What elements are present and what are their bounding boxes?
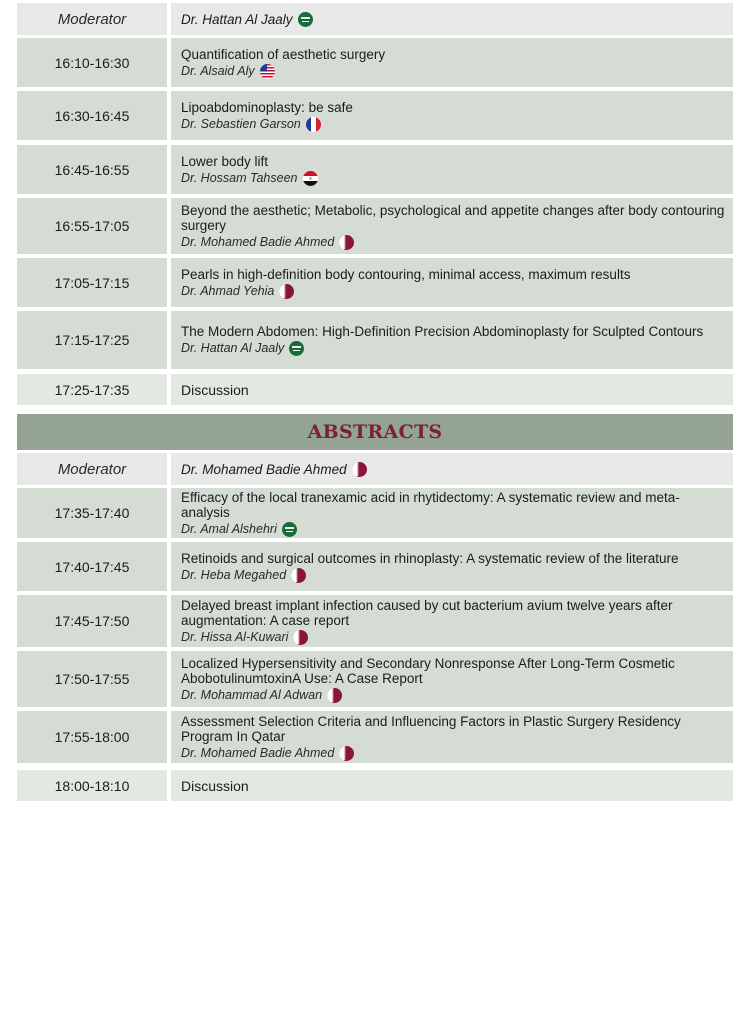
usa-flag-icon xyxy=(260,64,275,79)
abstracts-section-header xyxy=(17,414,733,450)
talk-row xyxy=(17,91,733,140)
qatar-flag-icon xyxy=(327,688,342,703)
talk-row xyxy=(17,311,733,369)
saudi-arabia-flag-icon xyxy=(298,12,313,27)
talk-time: 16:55-17:05 xyxy=(17,198,167,254)
discussion-label: Discussion xyxy=(181,381,249,398)
moderator-label-cell xyxy=(17,3,167,35)
talk-row xyxy=(17,145,733,194)
speaker-name: Dr. Hissa Al-Kuwari xyxy=(181,629,289,644)
talk-row xyxy=(17,258,733,307)
speaker-name: Dr. Heba Megahed xyxy=(181,567,287,582)
talk-row xyxy=(17,651,733,707)
talk-title: The Modern Abdomen: High-Definition Precision Abdominoplasty for Sculpted Contours xyxy=(181,324,704,339)
talk-row xyxy=(17,488,733,538)
moderator-name: Dr. Mohamed Badie Ahmed xyxy=(181,461,347,477)
discussion-time: 17:25-17:35 xyxy=(17,374,167,405)
speaker-name: Dr. Hossam Tahseen xyxy=(181,170,298,185)
talk-time: 16:45-16:55 xyxy=(17,145,167,194)
qatar-flag-icon xyxy=(291,568,306,583)
talk-time: 17:50-17:55 xyxy=(17,651,167,707)
moderator-label-cell xyxy=(17,453,167,485)
talk-time: 17:15-17:25 xyxy=(17,311,167,369)
talk-title: Efficacy of the local tranexamic acid in rhytidectomy: A systematic review and meta-analysis xyxy=(181,489,680,520)
saudi-arabia-flag-icon xyxy=(282,522,297,537)
speaker-name: Dr. Sebastien Garson xyxy=(181,116,301,131)
speaker-name: Dr. Mohamed Badie Ahmed xyxy=(181,234,335,249)
talk-title: Localized Hypersensitivity and Secondary Nonresponse After Long-Term Cosmetic AbobotulinumtoxinA Use: A Case Report xyxy=(181,655,675,686)
talk-row xyxy=(17,595,733,647)
speaker-name: Dr. Amal Alshehri xyxy=(181,521,277,536)
speaker-name: Dr. Alsaid Aly xyxy=(181,63,255,78)
talk-row xyxy=(17,198,733,254)
qatar-flag-icon xyxy=(339,746,354,761)
france-flag-icon xyxy=(306,117,321,132)
talk-time: 16:30-16:45 xyxy=(17,91,167,140)
moderator-row xyxy=(17,3,733,35)
talk-row xyxy=(17,542,733,591)
saudi-arabia-flag-icon xyxy=(289,341,304,356)
talk-title: Beyond the aesthetic; Metabolic, psychological and appetite changes after body contouring surgery xyxy=(181,202,725,233)
moderator-name: Dr. Hattan Al Jaaly xyxy=(181,11,293,27)
speaker-name: Dr. Mohammad Al Adwan xyxy=(181,687,323,702)
qatar-flag-icon xyxy=(279,284,294,299)
speaker-name: Dr. Ahmad Yehia xyxy=(181,283,275,298)
talk-time: 17:40-17:45 xyxy=(17,542,167,591)
talk-time: 17:35-17:40 xyxy=(17,488,167,538)
moderator-name-cell xyxy=(171,3,733,35)
discussion-label: Discussion xyxy=(181,777,249,794)
discussion-row xyxy=(17,374,733,405)
egypt-flag-icon xyxy=(303,171,318,186)
qatar-flag-icon xyxy=(339,235,354,250)
talk-time: 17:45-17:50 xyxy=(17,595,167,647)
moderator-label: Moderator xyxy=(57,460,127,478)
talk-title: Pearls in high-definition body contouring, minimal access, maximum results xyxy=(181,266,631,282)
talk-title: Delayed breast implant infection caused by cut bacterium avium twelve years after augmentation: A case report xyxy=(181,597,673,628)
talk-title: Lipoabdominoplasty: be safe xyxy=(181,99,353,115)
talk-title: Retinoids and surgical outcomes in rhinoplasty: A systematic review of the literature xyxy=(181,550,679,566)
talk-row xyxy=(17,711,733,763)
qatar-flag-icon xyxy=(352,462,367,477)
talk-time: 17:05-17:15 xyxy=(17,258,167,307)
discussion-row xyxy=(17,770,733,801)
talk-row xyxy=(17,38,733,87)
talk-title: Assessment Selection Criteria and Influencing Factors in Plastic Surgery Residency Program In Qatar xyxy=(181,713,681,744)
talk-time: 17:55-18:00 xyxy=(17,711,167,763)
talk-title: Lower body lift xyxy=(181,153,269,169)
speaker-name: Dr. Mohamed Badie Ahmed xyxy=(181,745,335,760)
qatar-flag-icon xyxy=(293,630,308,645)
speaker-name: Dr. Hattan Al Jaaly xyxy=(181,341,285,355)
moderator-label: Moderator xyxy=(57,10,127,28)
talk-title: Quantification of aesthetic surgery xyxy=(181,46,386,62)
moderator-row xyxy=(17,453,733,485)
discussion-time: 18:00-18:10 xyxy=(17,770,167,801)
talk-time: 16:10-16:30 xyxy=(17,38,167,87)
abstracts-heading: ABSTRACTS xyxy=(307,421,443,443)
